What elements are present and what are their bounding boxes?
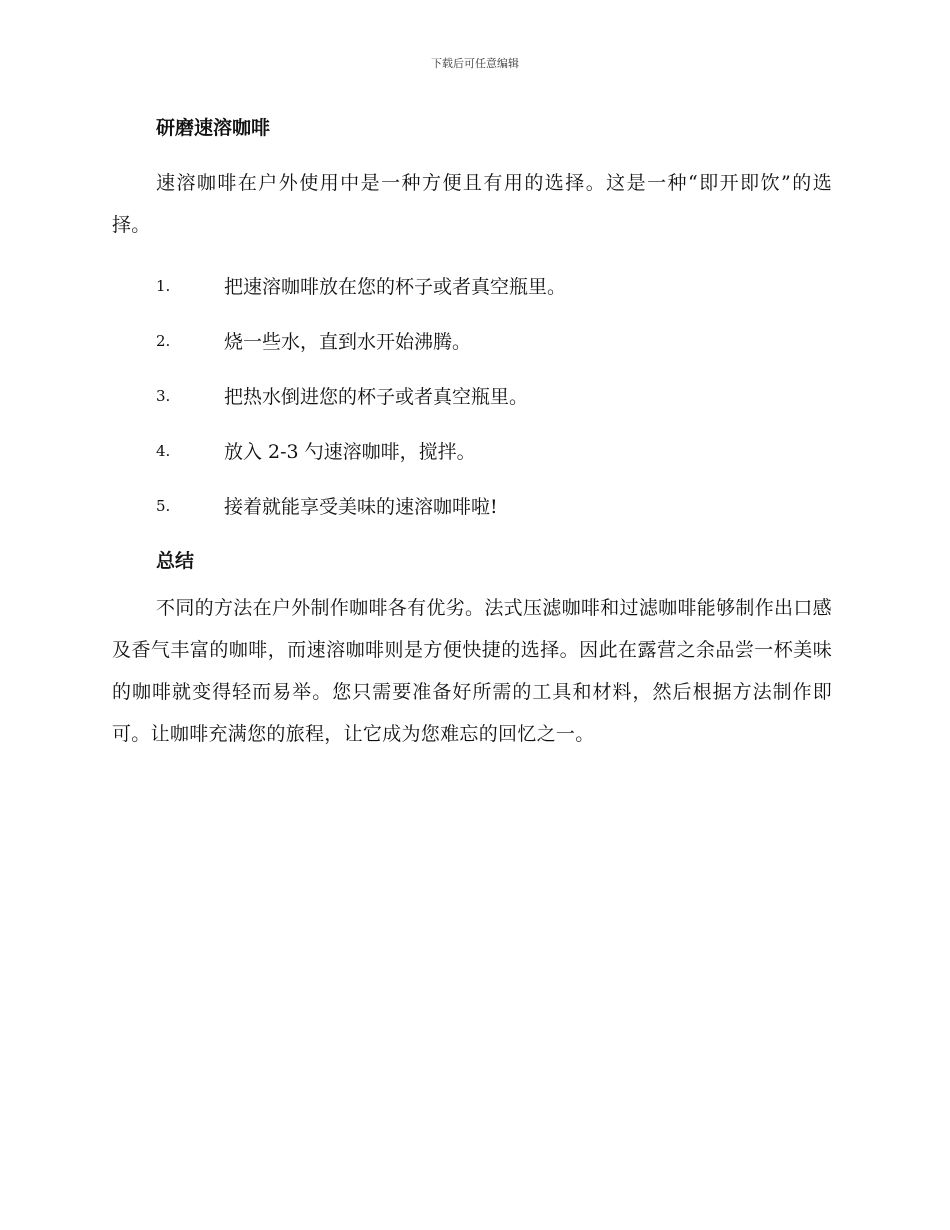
step-number: 1. xyxy=(156,276,171,295)
step-item xyxy=(112,478,832,533)
intro-paragraph: 速溶咖啡在户外使用中是一种方便且有用的选择。这是一种“即开即饮”的选择。 xyxy=(112,172,832,236)
step-text: 把热水倒进您的杯子或者真空瓶里。 xyxy=(224,386,529,408)
steps-list xyxy=(112,258,832,533)
step-item xyxy=(112,313,832,368)
step-number: 3. xyxy=(156,386,171,405)
summary-paragraph: 不同的方法在户外制作咖啡各有优劣。法式压滤咖啡和过滤咖啡能够制作出口感及香气丰富的咖啡，而速溶咖啡则是方便快捷的选择。因此在露营之余品尝一杯美味的咖啡就变得轻而易举。您只需要准备好所需的工具和材料，然后根据方法制作即可。让咖啡充满您的旅程，让它成为您难忘的回忆之一。 xyxy=(112,597,832,745)
step-number: 4. xyxy=(156,441,171,460)
header-note: 下载后可任意编辑 xyxy=(431,57,519,70)
section-title-instant-coffee: 研磨速溶咖啡 xyxy=(156,117,271,139)
step-item xyxy=(112,423,832,478)
step-text: 烧一些水，直到水开始沸腾。 xyxy=(224,331,472,353)
step-text: 把速溶咖啡放在您的杯子或者真空瓶里。 xyxy=(224,276,567,298)
step-text: 接着就能享受美味的速溶咖啡啦! xyxy=(224,496,498,518)
document-content xyxy=(112,112,832,755)
step-number: 5. xyxy=(156,496,171,515)
step-number: 2. xyxy=(156,331,171,350)
section-title-summary: 总结 xyxy=(156,550,195,572)
step-item xyxy=(112,368,832,423)
step-item xyxy=(112,258,832,313)
step-text: 放入 2-3 勺速溶咖啡，搅拌。 xyxy=(224,441,476,463)
